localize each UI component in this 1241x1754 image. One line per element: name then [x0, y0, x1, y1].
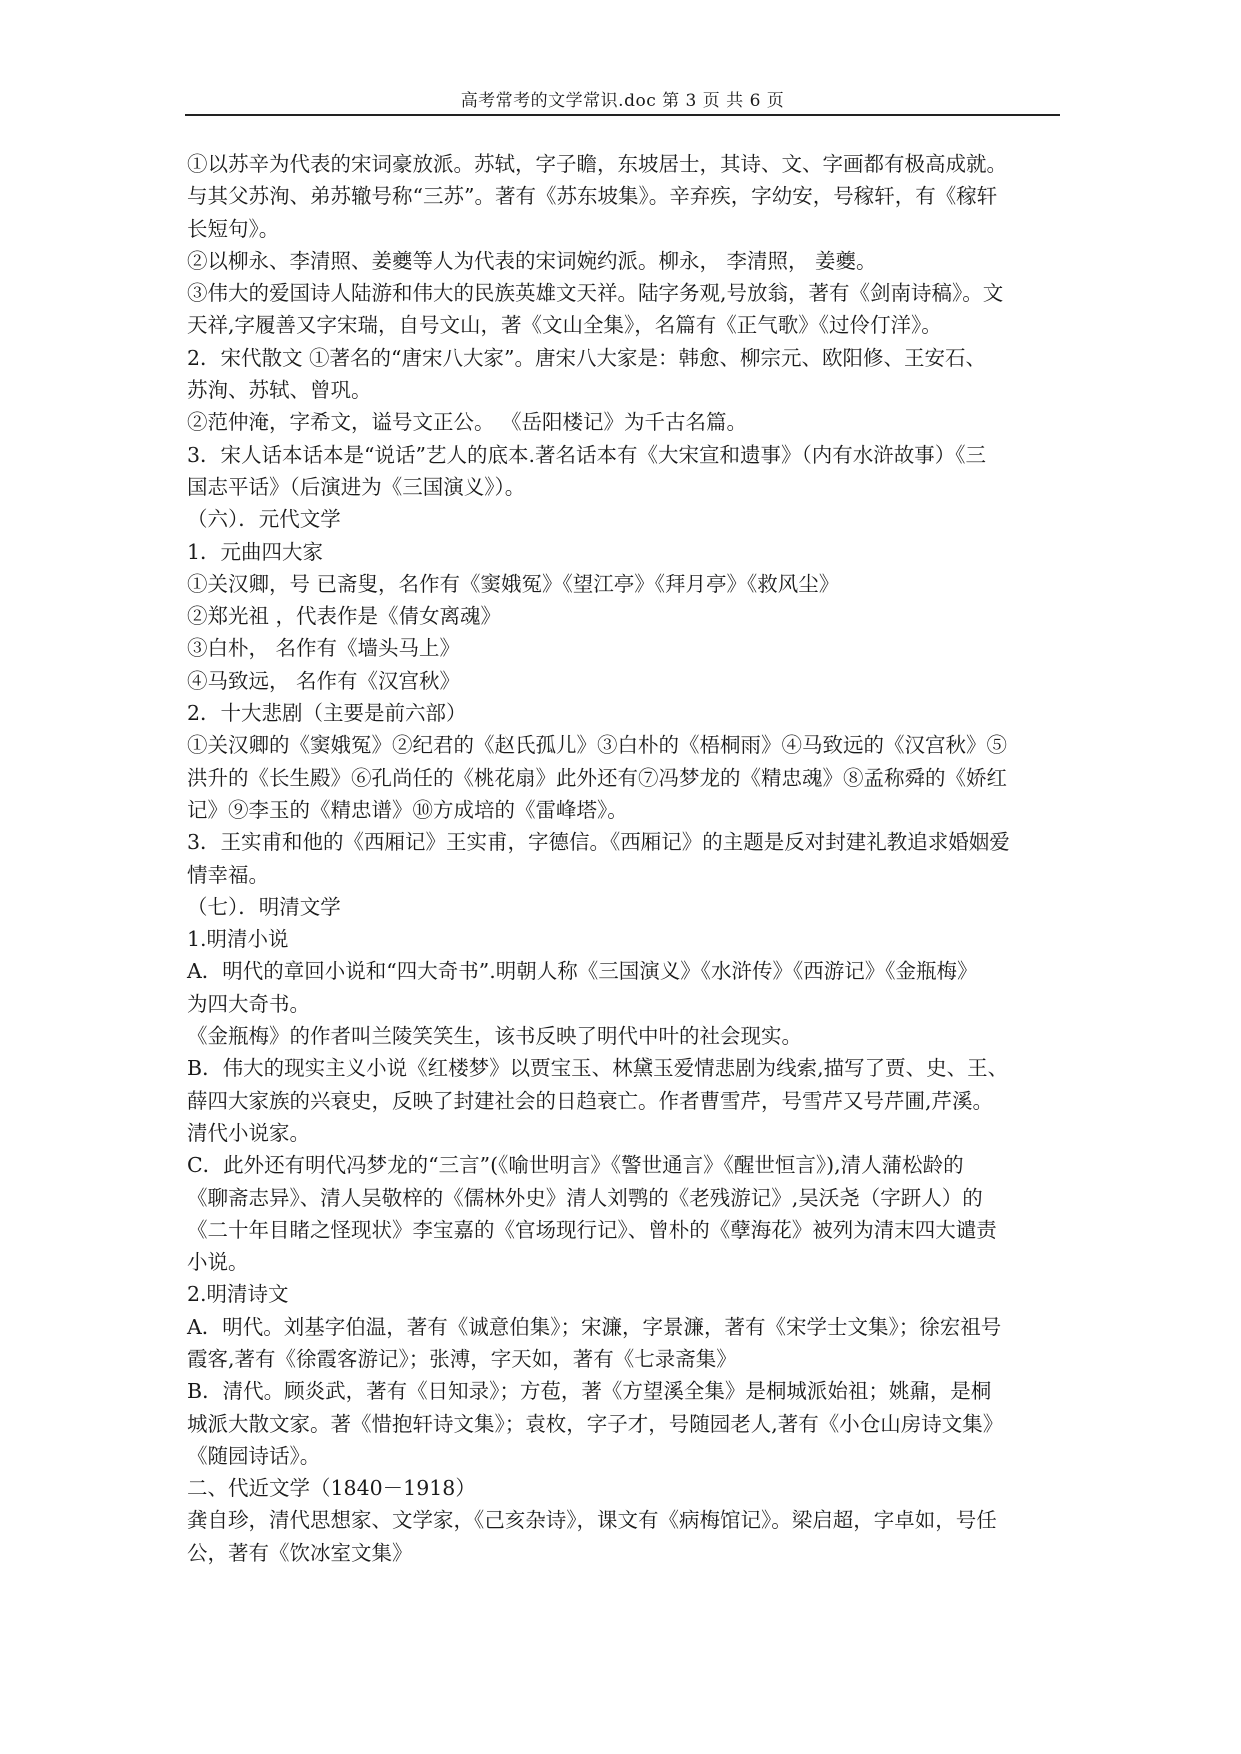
document-body: [187, 148, 1057, 1569]
text-line: 《聊斋志异》、清人吴敬梓的《儒林外史》清人刘鹗的《老残游记》,吴沃尧（字趼人）的: [187, 1185, 983, 1210]
subsection-heading: 1.明清小说: [187, 927, 289, 952]
text-line: ④马致远， 名作有《汉宫秋》: [187, 668, 461, 693]
text-line: 龚自珍，清代思想家、文学家，《己亥杂诗》，课文有《病梅馆记》。梁启超，字卓如，号任: [187, 1508, 997, 1533]
text-line: 2．宋代散文 ①著名的“唐宋八大家”。唐宋八大家是：韩愈、柳宗元、欧阳修、王安石、: [187, 345, 987, 370]
subsection-heading: 1．元曲四大家: [187, 539, 324, 564]
text-line: ②郑光祖 ，代表作是《倩女离魂》: [187, 604, 502, 629]
page-header: 高考常考的文学常识.doc 第 3 页 共 6 页: [460, 91, 785, 111]
section-heading: （七）．明清文学: [187, 894, 341, 919]
text-line: 3．宋人话本话本是“说话”艺人的底本.著名话本有《大宋宣和遗事》（内有水浒故事）《三: [187, 442, 987, 467]
subsection-heading: 2.明清诗文: [187, 1282, 289, 1307]
header-rule: [185, 114, 1060, 116]
text-line: 《随园诗话》。: [187, 1443, 321, 1468]
text-line: 苏洵、苏轼、曾巩。: [187, 378, 372, 403]
text-line: ①关汉卿的《窦娥冤》②纪君的《赵氏孤儿》③白朴的《梧桐雨》④马致远的《汉宫秋》⑤: [187, 733, 1007, 758]
text-line: ①以苏辛为代表的宋词豪放派。苏轼，字子瞻，东坡居士，其诗、文、字画都有极高成就。: [187, 152, 1007, 176]
text-line: 3．王实甫和他的《西厢记》王实甫，字德信。《西厢记》的主题是反对封建礼教追求婚姻爱: [187, 830, 1010, 855]
section-heading: （六）．元代文学: [187, 507, 341, 532]
text-line: A．明代的章回小说和“四大奇书”.明朝人称《三国演义》《水浒传》《西游记》《金瓶梅》: [187, 959, 978, 984]
text-line: 霞客,著有《徐霞客游记》；张溥，字天如，著有《七录斋集》: [187, 1346, 737, 1371]
text-line: 天祥,字履善又字宋瑞，自号文山，著《文山全集》，名篇有《正气歌》《过伶仃洋》。: [187, 313, 942, 338]
text-line: 长短句》。: [187, 216, 280, 241]
text-line: ③伟大的爱国诗人陆游和伟大的民族英雄文天祥。陆字务观,号放翁，著有《剑南诗稿》。文: [187, 281, 1004, 306]
text-line: 记》⑨李玉的《精忠谱》⑩方成培的《雷峰塔》。: [187, 797, 628, 822]
text-line: ③白朴， 名作有《墙头马上》: [187, 636, 461, 661]
text-line: 清代小说家。: [187, 1120, 310, 1145]
text-line: C．此外还有明代冯梦龙的“三言”(《喻世明言》《警世通言》《醒世恒言》),清人蒲松龄的: [187, 1153, 964, 1178]
text-line: 与其父苏洵、弟苏辙号称“三苏”。著有《苏东坡集》。辛弃疾，字幼安，号稼轩，有《稼轩: [187, 184, 998, 209]
text-line: ①关汉卿，号 已斋叟，名作有《窦娥冤》《望江亭》《拜月亭》《救风尘》: [187, 571, 840, 596]
text-line: 洪升的《长生殿》⑥孔尚任的《桃花扇》此外还有⑦冯梦龙的《精忠魂》⑧孟称舜的《娇红: [187, 765, 1007, 790]
text-line: 国志平话》（后演进为《三国演义》）。: [187, 474, 526, 499]
subsection-heading: 2．十大悲剧（主要是前六部）: [187, 701, 467, 726]
text-line: ②以柳永、李清照、姜夔等人为代表的宋词婉约派。柳永， 李清照， 姜夔。: [187, 248, 877, 273]
text-line: A．明代。刘基字伯温，著有《诚意伯集》；宋濂，字景濂，著有《宋学士文集》；徐宏祖号: [187, 1314, 1002, 1339]
text-line: ②范仲淹，字希文，谥号文正公。 《岳阳楼记》为千古名篇。: [187, 410, 748, 435]
text-line: 小说。: [187, 1250, 249, 1275]
text-line: 城派大散文家。著《惜抱轩诗文集》；袁枚，字子才，号随园老人,著有《小仓山房诗文集》: [187, 1411, 1004, 1436]
text-line: B．清代。顾炎武，著有《日知录》；方苞，著《方望溪全集》是桐城派始祖；姚鼐，是桐: [187, 1379, 992, 1404]
text-line: B．伟大的现实主义小说《红楼梦》以贾宝玉、林黛玉爱情悲剧为线索,描写了贾、史、王、: [187, 1056, 1009, 1081]
text-line: 情幸福。: [187, 862, 269, 887]
text-line: 薛四大家族的兴衰史，反映了封建社会的日趋衰亡。作者曹雪芹，号雪芹又号芹圃,芹溪。: [187, 1088, 994, 1113]
text-line: 《二十年目睹之怪现状》李宝嘉的《官场现行记》、曾朴的《孽海花》被列为清末四大谴责: [187, 1217, 997, 1242]
text-line: 《金瓶梅》的作者叫兰陵笑笑生，该书反映了明代中叶的社会现实。: [187, 1024, 802, 1049]
text-line: 为四大奇书。: [187, 991, 310, 1016]
text-line: 公，著有《饮冰室文集》: [187, 1540, 413, 1565]
section-heading: 二、代近文学（1840－1918）: [187, 1476, 476, 1501]
